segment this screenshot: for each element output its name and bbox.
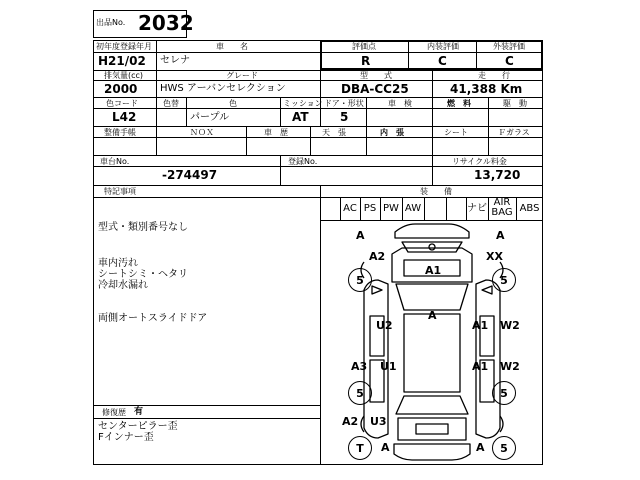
score-label: 評価点: [352, 42, 376, 51]
doors-label: ドア・形状: [324, 99, 364, 108]
note-line: 型式・類別番号なし: [98, 222, 188, 233]
damage-mark: A: [496, 229, 505, 242]
notes-title: 特記事項: [104, 187, 136, 196]
equip-ac: AC: [343, 203, 357, 214]
damage-mark: A: [428, 309, 437, 322]
nox-label: ＮＯＸ: [190, 128, 214, 137]
damage-mark: A: [476, 441, 485, 454]
car-name-value: セレナ: [160, 55, 190, 66]
tire-tread-t: T: [348, 436, 372, 460]
repair-lines: [98, 421, 178, 443]
roof-label: 天 張: [322, 128, 346, 137]
displacement-label: 排気量(cc): [104, 71, 144, 80]
color-label: 色: [229, 99, 237, 108]
tire-spare: 5: [492, 436, 516, 460]
repair-line: Fインナー歪: [98, 432, 154, 443]
right-side-shape: [476, 280, 500, 438]
history-label: 車 歴: [264, 128, 288, 137]
car-name-label: 車 名: [216, 42, 248, 51]
first-reg-value: H21/02: [98, 54, 146, 68]
transmission-label: ミッション: [283, 99, 323, 108]
equip-airbag: AIR BAG: [491, 197, 513, 218]
notes-block-c: [98, 313, 207, 324]
damage-mark: A: [356, 229, 365, 242]
damage-mark: U2: [376, 319, 393, 332]
equipment-row: [340, 197, 543, 220]
transmission-value: AT: [292, 110, 309, 124]
note-line: 車内汚れ: [98, 258, 138, 269]
front-badge-shape: [429, 244, 435, 250]
equipment-title: 装 備: [420, 187, 452, 196]
rear-hatch-shape: [398, 418, 466, 440]
recycle-label: リサイクル料金: [452, 157, 507, 166]
exterior-value: C: [505, 54, 514, 68]
repair-label: 修復歴: [102, 408, 126, 417]
windshield-shape: [396, 284, 468, 310]
chassis-label: 車台No.: [100, 157, 130, 166]
manual-label: 整備手帳: [104, 128, 136, 137]
rear-plate-shape: [416, 424, 448, 434]
equip-pw: PW: [383, 203, 399, 214]
tire-rear-right: 5: [492, 381, 516, 405]
damage-mark: A1: [425, 264, 442, 277]
inspection-label: 車 検: [388, 99, 412, 108]
damage-mark: A: [381, 441, 390, 454]
tire-front-left: 5: [348, 268, 372, 292]
equip-aw: AW: [404, 203, 422, 214]
repair-value: 有: [134, 407, 144, 417]
model-value: DBA-CC25: [341, 82, 409, 96]
mileage-label: 走 行: [478, 71, 510, 80]
seat-label: シート: [444, 128, 468, 137]
first-reg-label: 初年度登録年月: [96, 42, 152, 51]
note-line: シートシミ・ヘタリ: [98, 269, 188, 280]
notes-block-b: [98, 258, 188, 291]
roof-shape: [404, 314, 460, 392]
color-value: パープル: [190, 112, 230, 123]
equip-ps: PS: [363, 203, 377, 214]
damage-mark: U1: [380, 360, 397, 373]
interior-trim-label: 内 張: [380, 128, 404, 137]
right-mirror-shape: [482, 286, 492, 294]
note-line: 両側オートスライドドア: [98, 313, 208, 324]
rear-window-shape: [396, 396, 468, 414]
damage-mark: A3: [351, 360, 368, 373]
mileage-value: 41,388 Km: [450, 82, 523, 96]
interior-label: 内装評価: [427, 42, 459, 51]
interior-value: C: [438, 54, 447, 68]
damage-mark: A2: [369, 250, 386, 263]
front-bumper-shape: [395, 224, 469, 238]
damage-mark: W2: [500, 319, 520, 332]
grade-value: HWS アーバンセレクション: [160, 83, 286, 94]
tire-rear-left: 5: [348, 381, 372, 405]
displacement-value: 2000: [104, 82, 138, 96]
notes-block-a: [98, 222, 188, 233]
damage-mark: A2: [342, 415, 359, 428]
glass-label: Ｆガラス: [498, 128, 530, 137]
equip-abs: ABS: [519, 203, 540, 214]
repair-line: センターピラー歪: [98, 421, 178, 432]
equip-navi: ナビ: [467, 203, 487, 214]
damage-mark: U3: [370, 415, 387, 428]
recycle-value: 13,720: [474, 168, 521, 182]
lot-label: 出品No.: [96, 18, 126, 27]
chassis-value: -274497: [162, 168, 218, 182]
model-label: 型 式: [360, 71, 392, 80]
damage-mark: W2: [500, 360, 520, 373]
registration-label: 登録No.: [288, 157, 318, 166]
score-value: R: [361, 54, 371, 68]
color-change-label: 色替: [163, 99, 179, 108]
exterior-label: 外装評価: [493, 42, 525, 51]
grade-label: グレード: [226, 71, 258, 80]
lot-number: 2032: [138, 11, 194, 35]
color-code-label: 色コード: [106, 99, 138, 108]
drive-label: 駆 動: [503, 99, 527, 108]
doors-value: 5: [340, 110, 349, 124]
damage-mark: XX: [486, 250, 503, 263]
fuel-label: 燃 料: [447, 99, 471, 108]
rear-bumper-shape: [394, 444, 470, 460]
color-code-value: L42: [112, 110, 137, 124]
left-mirror-shape: [372, 286, 382, 294]
damage-mark: A1: [472, 360, 489, 373]
tire-front-right: 5: [492, 268, 516, 292]
car-diagram: [320, 220, 543, 465]
note-line: 冷却水漏れ: [98, 280, 148, 291]
damage-mark: A1: [472, 319, 489, 332]
